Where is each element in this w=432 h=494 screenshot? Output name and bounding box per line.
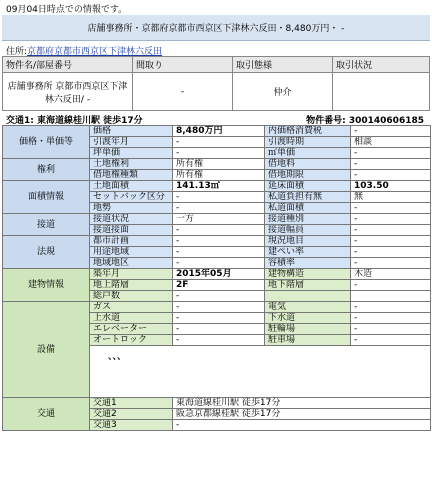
label: 私道面積 — [265, 203, 351, 214]
label: 地勢 — [90, 203, 173, 214]
value: - — [351, 203, 431, 214]
traffic-primary: 交通1: 東海道線桂川駅 徒歩17分 — [6, 116, 143, 126]
detail-row — [3, 302, 431, 313]
label: 接道幅員 — [265, 225, 351, 236]
category-law: 法規 — [3, 236, 90, 269]
value: - — [351, 159, 431, 170]
label: 引渡年月 — [90, 137, 173, 148]
value: - — [351, 280, 431, 291]
category-transport: 交通 — [3, 398, 90, 431]
header-layout: 間取り — [133, 57, 233, 73]
property-deal-type: 仲介 — [233, 73, 333, 111]
value: - — [351, 324, 431, 335]
detail-row — [3, 214, 431, 225]
value: - — [173, 203, 265, 214]
label: 私道負担有無 — [265, 192, 351, 203]
label: オートロック — [90, 335, 173, 346]
label: 地域地区 — [90, 258, 173, 269]
value: - — [173, 192, 265, 203]
value: - — [173, 236, 265, 247]
label: 借地期限 — [265, 170, 351, 181]
label: 容積率 — [265, 258, 351, 269]
label: 借地権種類 — [90, 170, 173, 181]
detail-row — [3, 236, 431, 247]
label: 地下階層 — [265, 280, 351, 291]
label — [265, 291, 351, 302]
property-summary-bar — [2, 15, 430, 41]
value: 一方 — [173, 214, 265, 225]
price-value: 8,480万円 — [173, 126, 265, 137]
label: 土地面積 — [90, 181, 173, 192]
header-name: 物件名/部屋番号 — [3, 57, 133, 73]
value: - — [351, 313, 431, 324]
category-rights: 権利 — [3, 159, 90, 181]
address-link[interactable]: 京都府京都市西京区下津林六反田 — [27, 47, 163, 57]
property-status — [333, 73, 430, 111]
label: 坪単価 — [90, 148, 173, 159]
detail-row — [3, 398, 431, 409]
property-number: 物件番号: 300140606185 — [306, 116, 424, 126]
transport-2-value: 阪急京都線桂駅 徒歩17分 — [173, 409, 431, 420]
listing-row[interactable] — [3, 73, 430, 111]
floors-value: 2F — [173, 280, 265, 291]
label: 現況地目 — [265, 236, 351, 247]
value: - — [351, 247, 431, 258]
label: 土地権利 — [90, 159, 173, 170]
detail-row — [3, 159, 431, 170]
label: 借地料 — [265, 159, 351, 170]
property-name: 店舗事務所 京都市西京区下津林六反田/ - — [3, 73, 133, 111]
value: 所有権 — [173, 170, 265, 181]
value: - — [173, 335, 265, 346]
value: 相談 — [351, 137, 431, 148]
property-layout: - — [133, 73, 233, 111]
label: 接道接面 — [90, 225, 173, 236]
label: 下水道 — [265, 313, 351, 324]
detail-table — [2, 125, 431, 431]
label: 引渡時期 — [265, 137, 351, 148]
value: - — [351, 258, 431, 269]
as-of-date: 09月04日時点での情報です。 — [6, 5, 128, 15]
label: 価格 — [90, 126, 173, 137]
value: 木造 — [351, 269, 431, 280]
label: 用途地域 — [90, 247, 173, 258]
label: 交通2 — [90, 409, 173, 420]
summary-text: 店舗事務所・京都府京都市西京区下津林六反田・8,480万円・ - — [87, 24, 345, 34]
listing-header-row — [3, 57, 430, 73]
listing-table — [2, 56, 430, 111]
category-equipment: 設備 — [3, 302, 90, 398]
value: - — [351, 236, 431, 247]
detail-row — [3, 181, 431, 192]
value: - — [173, 137, 265, 148]
label: 建ぺい率 — [265, 247, 351, 258]
address-label: 住所: — [6, 47, 28, 57]
floor-area-value: 103.50 — [351, 181, 431, 192]
value: - — [351, 126, 431, 137]
label: 総戸数 — [90, 291, 173, 302]
label: 地上階層 — [90, 280, 173, 291]
detail-row — [3, 126, 431, 137]
equipment-notes: 、、、 — [90, 346, 431, 398]
label: 交通1 — [90, 398, 173, 409]
label: 上水道 — [90, 313, 173, 324]
value: - — [351, 302, 431, 313]
value: - — [173, 258, 265, 269]
label: 交通3 — [90, 420, 173, 431]
category-road: 接道 — [3, 214, 90, 236]
transport-3-value: - — [173, 420, 431, 431]
category-area: 面積情報 — [3, 181, 90, 214]
header-deal-type: 取引態様 — [233, 57, 333, 73]
label: 延床面積 — [265, 181, 351, 192]
value: - — [351, 170, 431, 181]
value: - — [351, 214, 431, 225]
label: 内価格消費税 — [265, 126, 351, 137]
label: 建物構造 — [265, 269, 351, 280]
value: - — [351, 335, 431, 346]
detail-row — [3, 269, 431, 280]
value: - — [173, 324, 265, 335]
label: 都市計画 — [90, 236, 173, 247]
value: - — [173, 225, 265, 236]
label: 駐輪場 — [265, 324, 351, 335]
traffic-summary — [2, 113, 430, 125]
label: ㎡単価 — [265, 148, 351, 159]
value — [351, 291, 431, 302]
label: 築年月 — [90, 269, 173, 280]
label: 接道種別 — [265, 214, 351, 225]
value: - — [173, 313, 265, 324]
value: 所有権 — [173, 159, 265, 170]
land-area-value: 141.13㎡ — [173, 181, 265, 192]
label: 接道状況 — [90, 214, 173, 225]
category-building: 建物情報 — [3, 269, 90, 302]
value: - — [173, 148, 265, 159]
value: - — [173, 291, 265, 302]
header-status: 取引状況 — [333, 57, 430, 73]
value: - — [173, 247, 265, 258]
label: 駐車場 — [265, 335, 351, 346]
label: 電気 — [265, 302, 351, 313]
value: - — [351, 225, 431, 236]
label: ガス — [90, 302, 173, 313]
value: 無 — [351, 192, 431, 203]
label: セットバック区分 — [90, 192, 173, 203]
transport-1-value: 東海道線桂川駅 徒歩17分 — [173, 398, 431, 409]
built-date-value: 2015年05月 — [173, 269, 265, 280]
value: - — [351, 148, 431, 159]
value: - — [173, 302, 265, 313]
label: エレベーター — [90, 324, 173, 335]
category-price: 価格・単価等 — [3, 126, 90, 159]
